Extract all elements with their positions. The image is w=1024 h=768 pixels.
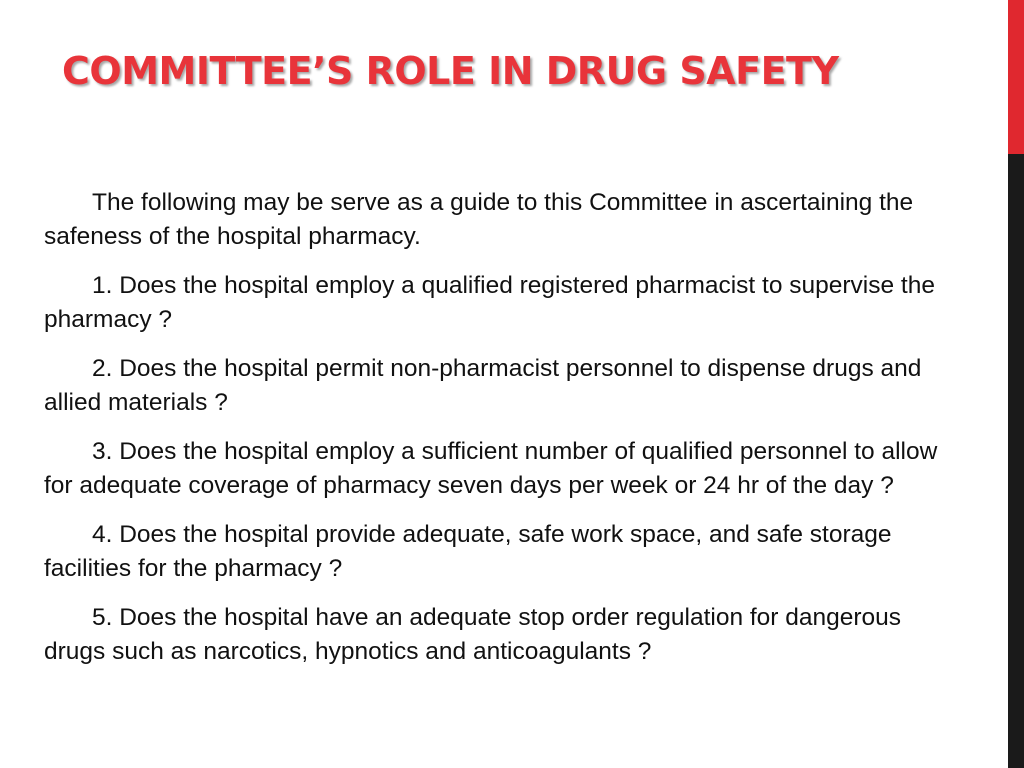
slide-title: COMMITTEE’S ROLE IN DRUG SAFETY — [62, 49, 839, 93]
list-item: 5. Does the hospital have an adequate stop order regulation for dangerous drugs such as narcotics, hypnotics and anticoagulants ? — [44, 604, 902, 665]
list-item: 2. Does the hospital permit non-pharmacist personnel to dispense drugs and allied materials ? — [44, 355, 922, 416]
list-item: 4. Does the hospital provide adequate, safe work space, and safe storage facilities for the pharmacy ? — [44, 521, 892, 582]
accent-bar-black — [1008, 154, 1024, 768]
accent-side-bar — [1008, 0, 1024, 768]
accent-bar-red — [1008, 0, 1024, 154]
list-item: 1. Does the hospital employ a qualified registered pharmacist to supervise the pharmacy ? — [44, 272, 935, 333]
slide-body — [44, 186, 944, 684]
list-item: 3. Does the hospital employ a sufficient number of qualified personnel to allow for adequate coverage of pharmacy seven days per week or 24 hr of the day ? — [44, 438, 938, 499]
intro-paragraph: The following may be serve as a guide to this Committee in ascertaining the safeness of the hospital pharmacy. — [44, 189, 914, 250]
